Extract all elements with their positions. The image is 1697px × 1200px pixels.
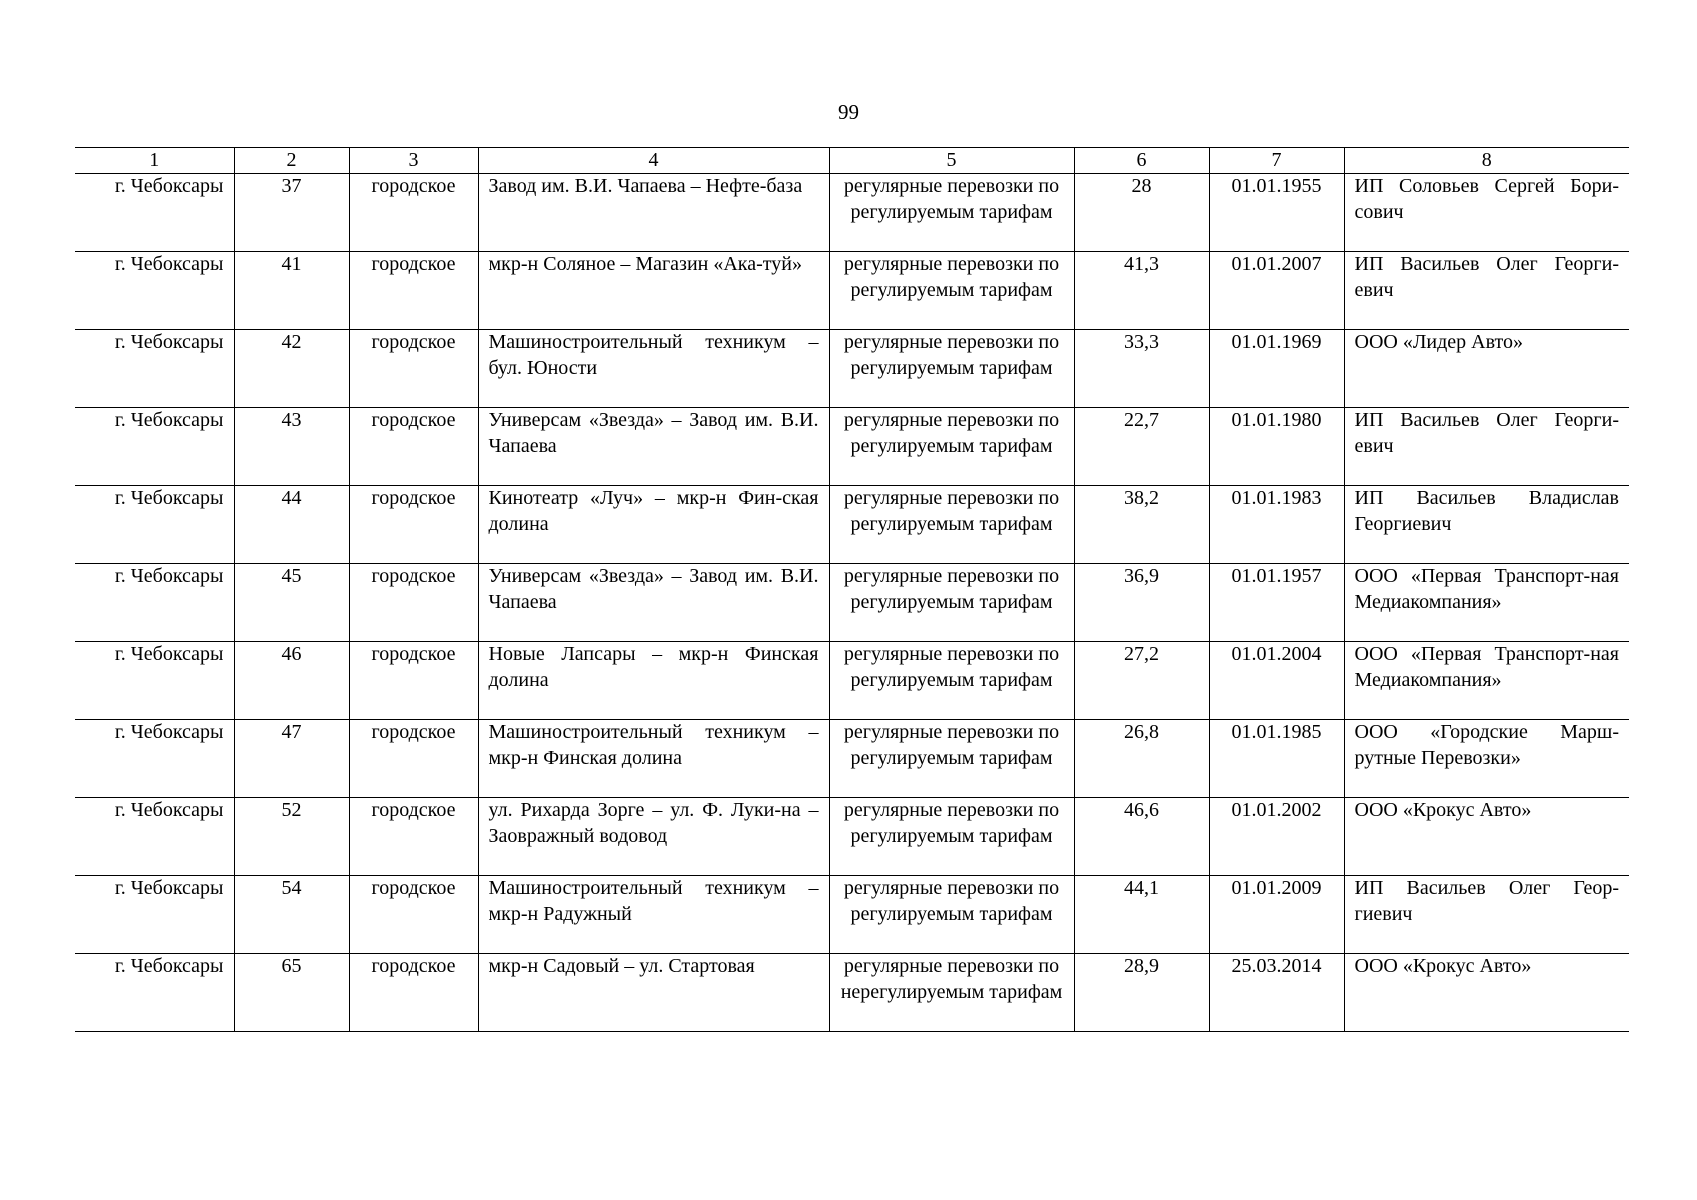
locality-cell: г. Чебоксары [75, 330, 234, 408]
start-date-cell: 01.01.2002 [1209, 798, 1344, 876]
table-row [75, 720, 1629, 798]
start-date-cell: 01.01.1985 [1209, 720, 1344, 798]
route-type-cell: городское [349, 642, 478, 720]
table-row [75, 174, 1629, 252]
carrier-cell: ИП Васильев Владислав Георгиевич [1344, 486, 1629, 564]
table-row [75, 876, 1629, 954]
route-name-cell: Машиностроительный техникум – мкр-н Радужный [478, 876, 829, 954]
table-row [75, 252, 1629, 330]
carrier-cell: ООО «Первая Транспорт-ная Медиакомпания» [1344, 564, 1629, 642]
transport-kind-cell: регулярные перевозки по регулируемым тарифам [829, 330, 1074, 408]
route-length-cell: 22,7 [1074, 408, 1209, 486]
route-number-cell: 44 [234, 486, 349, 564]
routes-table [75, 147, 1629, 1032]
start-date-cell: 01.01.2004 [1209, 642, 1344, 720]
table-row [75, 564, 1629, 642]
route-type-cell: городское [349, 798, 478, 876]
route-number-cell: 37 [234, 174, 349, 252]
column-header: 1 [75, 148, 234, 174]
carrier-cell: ООО «Крокус Авто» [1344, 954, 1629, 1032]
route-type-cell: городское [349, 486, 478, 564]
locality-cell: г. Чебоксары [75, 564, 234, 642]
route-name-cell: Универсам «Звезда» – Завод им. В.И. Чапаева [478, 564, 829, 642]
carrier-cell: ИП Васильев Олег Георги-евич [1344, 408, 1629, 486]
route-name-cell: мкр-н Соляное – Магазин «Ака-туй» [478, 252, 829, 330]
start-date-cell: 01.01.1955 [1209, 174, 1344, 252]
route-number-cell: 41 [234, 252, 349, 330]
route-length-cell: 27,2 [1074, 642, 1209, 720]
locality-cell: г. Чебоксары [75, 876, 234, 954]
carrier-cell: ИП Васильев Олег Георги-евич [1344, 252, 1629, 330]
route-type-cell: городское [349, 408, 478, 486]
route-length-cell: 46,6 [1074, 798, 1209, 876]
table-row [75, 408, 1629, 486]
column-header: 8 [1344, 148, 1629, 174]
route-number-cell: 43 [234, 408, 349, 486]
route-name-cell: Кинотеатр «Луч» – мкр-н Фин-ская долина [478, 486, 829, 564]
route-number-cell: 65 [234, 954, 349, 1032]
table-row [75, 798, 1629, 876]
carrier-cell: ООО «Городские Марш-рутные Перевозки» [1344, 720, 1629, 798]
table-row [75, 486, 1629, 564]
column-header: 6 [1074, 148, 1209, 174]
start-date-cell: 01.01.2007 [1209, 252, 1344, 330]
route-type-cell: городское [349, 330, 478, 408]
locality-cell: г. Чебоксары [75, 408, 234, 486]
transport-kind-cell: регулярные перевозки по регулируемым тарифам [829, 720, 1074, 798]
route-number-cell: 45 [234, 564, 349, 642]
transport-kind-cell: регулярные перевозки по регулируемым тарифам [829, 642, 1074, 720]
start-date-cell: 01.01.1983 [1209, 486, 1344, 564]
route-length-cell: 33,3 [1074, 330, 1209, 408]
route-name-cell: мкр-н Садовый – ул. Стартовая [478, 954, 829, 1032]
transport-kind-cell: регулярные перевозки по регулируемым тарифам [829, 876, 1074, 954]
route-length-cell: 28,9 [1074, 954, 1209, 1032]
route-length-cell: 36,9 [1074, 564, 1209, 642]
route-length-cell: 44,1 [1074, 876, 1209, 954]
column-header: 7 [1209, 148, 1344, 174]
route-length-cell: 38,2 [1074, 486, 1209, 564]
locality-cell: г. Чебоксары [75, 174, 234, 252]
carrier-cell: ООО «Первая Транспорт-ная Медиакомпания» [1344, 642, 1629, 720]
locality-cell: г. Чебоксары [75, 252, 234, 330]
route-number-cell: 47 [234, 720, 349, 798]
carrier-cell: ООО «Крокус Авто» [1344, 798, 1629, 876]
route-length-cell: 41,3 [1074, 252, 1209, 330]
column-header: 5 [829, 148, 1074, 174]
locality-cell: г. Чебоксары [75, 642, 234, 720]
transport-kind-cell: регулярные перевозки по регулируемым тарифам [829, 564, 1074, 642]
transport-kind-cell: регулярные перевозки по нерегулируемым тарифам [829, 954, 1074, 1032]
start-date-cell: 25.03.2014 [1209, 954, 1344, 1032]
column-header: 4 [478, 148, 829, 174]
route-type-cell: городское [349, 876, 478, 954]
route-number-cell: 46 [234, 642, 349, 720]
route-type-cell: городское [349, 564, 478, 642]
carrier-cell: ООО «Лидер Авто» [1344, 330, 1629, 408]
start-date-cell: 01.01.1969 [1209, 330, 1344, 408]
locality-cell: г. Чебоксары [75, 954, 234, 1032]
transport-kind-cell: регулярные перевозки по регулируемым тарифам [829, 486, 1074, 564]
transport-kind-cell: регулярные перевозки по регулируемым тарифам [829, 798, 1074, 876]
route-name-cell: Машиностроительный техникум – мкр-н Финская долина [478, 720, 829, 798]
route-length-cell: 28 [1074, 174, 1209, 252]
column-header: 3 [349, 148, 478, 174]
route-type-cell: городское [349, 174, 478, 252]
locality-cell: г. Чебоксары [75, 798, 234, 876]
route-name-cell: Завод им. В.И. Чапаева – Нефте-база [478, 174, 829, 252]
route-name-cell: Новые Лапсары – мкр-н Финская долина [478, 642, 829, 720]
start-date-cell: 01.01.1980 [1209, 408, 1344, 486]
start-date-cell: 01.01.2009 [1209, 876, 1344, 954]
start-date-cell: 01.01.1957 [1209, 564, 1344, 642]
carrier-cell: ИП Соловьев Сергей Бори-сович [1344, 174, 1629, 252]
route-length-cell: 26,8 [1074, 720, 1209, 798]
route-number-cell: 52 [234, 798, 349, 876]
column-number-row [75, 148, 1629, 174]
route-type-cell: городское [349, 720, 478, 798]
route-type-cell: городское [349, 252, 478, 330]
route-name-cell: Машиностроительный техникум – бул. Юности [478, 330, 829, 408]
transport-kind-cell: регулярные перевозки по регулируемым тарифам [829, 408, 1074, 486]
column-header: 2 [234, 148, 349, 174]
route-name-cell: ул. Рихарда Зорге – ул. Ф. Луки-на – Заовражный водовод [478, 798, 829, 876]
page-number: 99 [838, 100, 859, 124]
locality-cell: г. Чебоксары [75, 486, 234, 564]
route-type-cell: городское [349, 954, 478, 1032]
route-number-cell: 54 [234, 876, 349, 954]
route-number-cell: 42 [234, 330, 349, 408]
transport-kind-cell: регулярные перевозки по регулируемым тарифам [829, 174, 1074, 252]
table-row [75, 954, 1629, 1032]
transport-kind-cell: регулярные перевозки по регулируемым тарифам [829, 252, 1074, 330]
table-row [75, 642, 1629, 720]
route-name-cell: Универсам «Звезда» – Завод им. В.И. Чапаева [478, 408, 829, 486]
carrier-cell: ИП Васильев Олег Геор-гиевич [1344, 876, 1629, 954]
table-row [75, 330, 1629, 408]
locality-cell: г. Чебоксары [75, 720, 234, 798]
